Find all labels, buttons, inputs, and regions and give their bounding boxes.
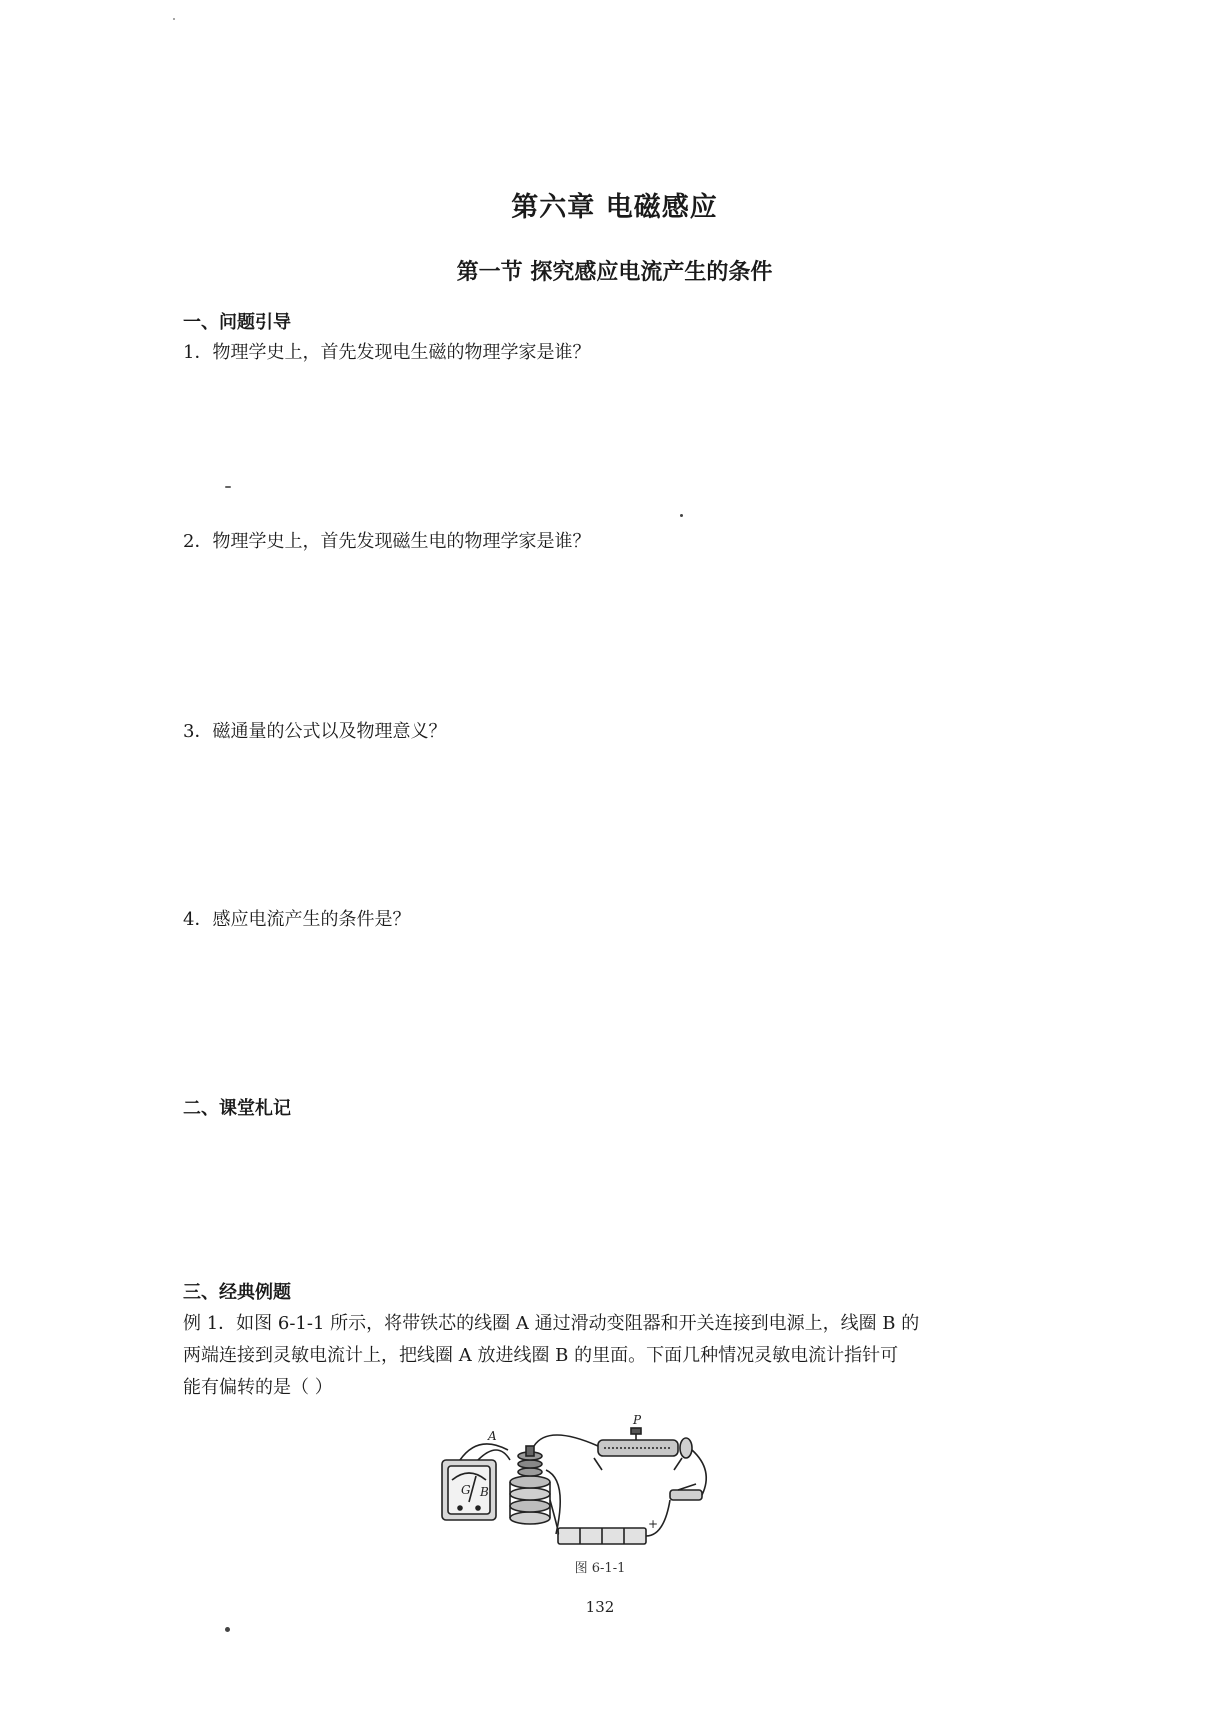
label-a: A — [488, 1429, 497, 1443]
part2-heading: 二、课堂札记 — [183, 1098, 291, 1119]
scan-speck — [225, 1627, 230, 1632]
part1-heading: 一、问题引导 — [183, 312, 291, 333]
question-4: 4．感应电流产生的条件是？ — [183, 909, 411, 930]
part3-heading: 三、经典例题 — [183, 1282, 291, 1303]
chapter-title: 第六章 电磁感应 — [511, 192, 718, 223]
label-g: G — [461, 1483, 471, 1497]
example-line-3: 能有偏转的是（ ） — [183, 1377, 333, 1398]
circuit-figure — [438, 1410, 768, 1552]
question-3: 3．磁通量的公式以及物理意义？ — [183, 721, 447, 742]
question-2: 2．物理学史上，首先发现磁生电的物理学家是谁？ — [183, 531, 591, 552]
battery-icon — [558, 1528, 646, 1544]
scan-speck — [680, 514, 683, 517]
example-line-2: 两端连接到灵敏电流计上，把线圈 A 放进线圈 B 的里面。下面几种情况灵敏电流计指针可 — [183, 1345, 899, 1366]
rheostat-icon — [594, 1428, 692, 1470]
label-b: B — [480, 1485, 489, 1499]
scan-speck — [225, 486, 231, 488]
switch-icon — [670, 1484, 702, 1500]
label-p: P — [633, 1413, 642, 1427]
label-plus: + — [648, 1517, 659, 1531]
question-1: 1．物理学史上，首先发现电生磁的物理学家是谁？ — [183, 342, 591, 363]
page-number: 132 — [585, 1598, 615, 1616]
example-line-1: 例 1．如图 6-1-1 所示，将带铁芯的线圈 A 通过滑动变阻器和开关连接到电源上，线圈 B 的 — [183, 1313, 920, 1334]
coil-a-icon — [518, 1446, 542, 1476]
coil-b-icon — [510, 1476, 550, 1524]
figure-caption: 图 6-1-1 — [574, 1561, 626, 1576]
section-title: 第一节 探究感应电流产生的条件 — [456, 260, 773, 285]
example-1 — [183, 1308, 1043, 1404]
scan-speck — [173, 18, 175, 20]
